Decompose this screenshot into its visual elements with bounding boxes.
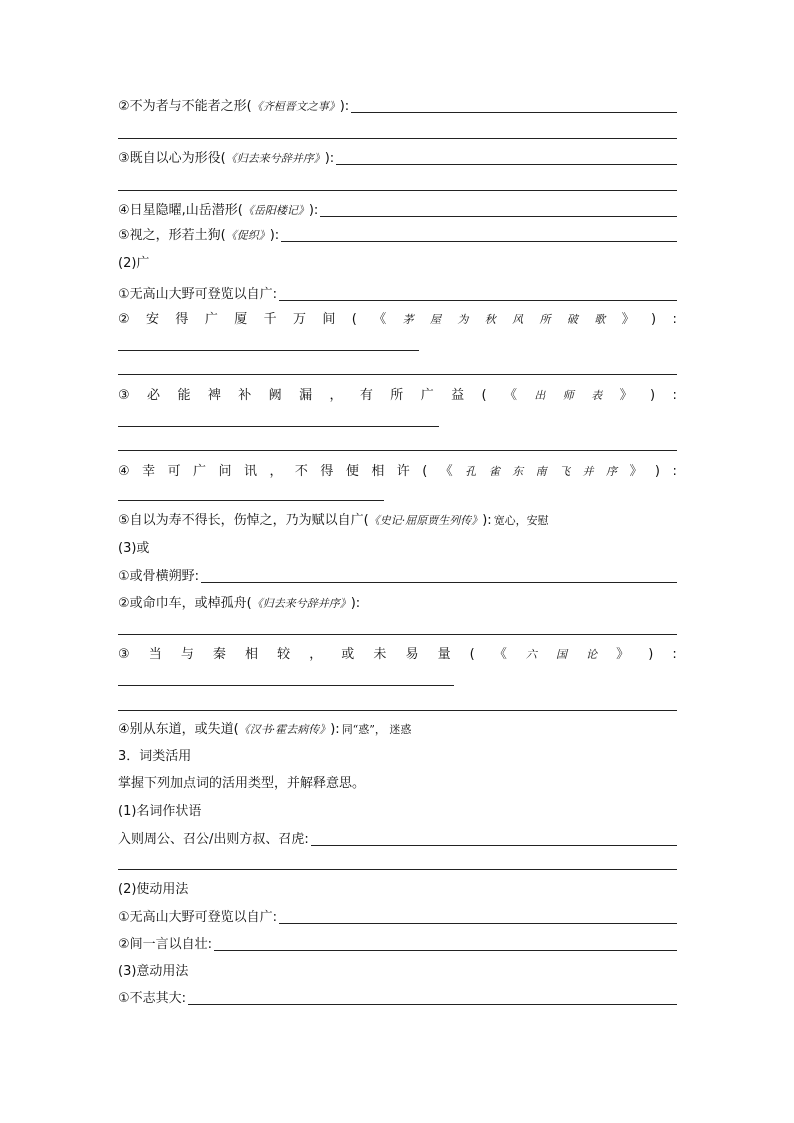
item-tail: ):: [308, 203, 319, 218]
item-source: 《归去来兮辞并序》: [251, 597, 351, 610]
glyph: 《: [439, 464, 453, 479]
glyph: 或: [341, 647, 355, 662]
item-text: ①不志其大:: [118, 991, 187, 1006]
item-text: ②不为者与不能者之形(: [118, 99, 252, 114]
item-text: ②或命巾车，或棹孤舟(: [118, 596, 252, 611]
glyph: 易: [405, 647, 419, 662]
item-source: 《史记·屈原贾生列传》: [368, 514, 483, 527]
answer-line[interactable]: [118, 350, 419, 351]
glyph: :: [672, 647, 677, 662]
answer-line[interactable]: [118, 426, 439, 427]
glyph: :: [672, 464, 677, 479]
item-text: ②间一言以自壮:: [118, 937, 213, 952]
glyph: :: [672, 312, 677, 327]
glyph: 千: [263, 312, 277, 327]
item-answer: 宽心，安慰: [493, 514, 549, 527]
glyph: 广: [193, 464, 207, 479]
glyph: 当: [148, 647, 162, 662]
glyph: (: [422, 464, 428, 479]
glyph: 能: [177, 388, 191, 403]
item-text: ④别从东道，或失道(: [118, 722, 239, 737]
item-buwei: [118, 93, 677, 115]
glyph: 阙: [268, 388, 282, 403]
answer-blank[interactable]: [279, 299, 677, 301]
glyph: 《: [373, 312, 387, 327]
answer-line[interactable]: [118, 138, 677, 139]
answer-line[interactable]: [118, 869, 677, 870]
item-source: 《齐桓晋文之事》: [251, 100, 340, 113]
answer-line[interactable]: [118, 190, 677, 191]
item-xingyi: [118, 145, 677, 167]
item-source: 《促织》: [225, 229, 270, 242]
item-text: ①无高山大野可登览以自广:: [118, 287, 278, 302]
glyph: 厦: [234, 312, 248, 327]
glyph: 所: [390, 388, 404, 403]
item-zigaung: [118, 281, 677, 303]
item-guangwen: [118, 458, 677, 480]
glyph: 漏: [299, 388, 313, 403]
item-jinche: [118, 590, 677, 612]
glyph: 为: [457, 313, 469, 326]
glyph: 》: [629, 464, 643, 479]
answer-blank[interactable]: [320, 215, 677, 217]
answer-blank[interactable]: [351, 111, 677, 113]
glyph: 》: [616, 647, 630, 662]
section-heading: 3．词类活用: [118, 749, 192, 764]
glyph: 有: [359, 388, 373, 403]
glyph: 较: [277, 647, 291, 662]
glyph: ): [648, 647, 654, 662]
glyph: 必: [147, 388, 161, 403]
glyph: 国: [556, 648, 567, 661]
glyph: 孔: [465, 465, 477, 478]
item-text: 入则周公、召公/出则方叔、召虎:: [118, 832, 309, 847]
glyph: 风: [512, 313, 524, 326]
instruction-text: 掌握下列加点词的活用类型，并解释意思。: [118, 776, 366, 791]
item-fuyiziguang: [118, 507, 677, 529]
glyph: 与: [180, 647, 194, 662]
glyph: ，: [309, 647, 323, 662]
glyph: 《: [503, 388, 517, 403]
glyph: ，: [269, 464, 283, 479]
item-guangyi: [118, 382, 677, 404]
answer-line[interactable]: [118, 634, 677, 635]
glyph: 未: [373, 647, 387, 662]
item-text: ④日星隐曜,山岳潜形(: [118, 203, 243, 218]
glyph: 问: [218, 464, 232, 479]
answer-blank[interactable]: [311, 844, 677, 846]
glyph: 雀: [488, 465, 500, 478]
item-source: 《汉书·霍去病传》: [238, 723, 331, 736]
glyph: 便: [345, 464, 359, 479]
item-text: ⑤自以为寿不得长，伤悼之，乃为赋以自广(: [118, 513, 369, 528]
glyph: 序: [605, 465, 617, 478]
glyph: 可: [167, 464, 181, 479]
answer-line[interactable]: [118, 685, 454, 686]
glyph: 讯: [243, 464, 257, 479]
item-weiyi: [118, 641, 677, 663]
answer-blank[interactable]: [214, 949, 677, 951]
glyph: 许: [396, 464, 410, 479]
subheading-noun-adverbial: (1)名词作状语: [118, 804, 202, 819]
item-qianxing: [118, 197, 677, 219]
glyph: 南: [535, 465, 547, 478]
glyph: 安: [146, 312, 160, 327]
glyph: 得: [320, 464, 334, 479]
glyph: 万: [292, 312, 306, 327]
item-source: 《归去来兮辞并序》: [225, 152, 325, 165]
glyph: ): [649, 388, 656, 403]
item-text: ⑤视之，形若土狗(: [118, 228, 226, 243]
glyph: 表: [591, 389, 603, 402]
glyph: 茅: [402, 313, 414, 326]
glyph: 师: [562, 389, 574, 402]
item-guheng: [118, 563, 677, 585]
glyph: 飞: [559, 465, 571, 478]
glyph: 破: [566, 313, 578, 326]
answer-blank[interactable]: [279, 922, 677, 924]
glyph: 补: [238, 388, 252, 403]
answer-blank[interactable]: [281, 240, 677, 242]
subheading-huo: (3)或: [118, 541, 150, 556]
item-source: 《岳阳楼记》: [242, 204, 309, 217]
item-text: ③既自以心为形役(: [118, 151, 226, 166]
glyph: 间: [322, 312, 336, 327]
glyph: 益: [451, 388, 465, 403]
glyph: ): [654, 464, 660, 479]
glyph: 》: [621, 312, 635, 327]
glyph: 量: [437, 647, 451, 662]
item-shidao: [118, 716, 677, 738]
subheading-guang: (2)广: [118, 256, 150, 271]
glyph: 东: [512, 465, 524, 478]
glyph: (: [481, 388, 487, 403]
glyph: 论: [586, 648, 598, 661]
item-text: ①无高山大野可登览以自广:: [118, 910, 278, 925]
answer-blank[interactable]: [201, 581, 677, 583]
glyph: 六: [525, 648, 537, 661]
glyph: ④: [118, 464, 130, 479]
glyph: ③: [118, 647, 130, 662]
glyph: 裨: [207, 388, 221, 403]
item-tail: ):: [350, 596, 361, 611]
glyph: ，: [329, 388, 343, 403]
answer-line[interactable]: [118, 500, 384, 501]
glyph: 广: [420, 388, 434, 403]
item-text: ①或骨横朔野:: [118, 569, 200, 584]
item-tail: ):: [269, 228, 280, 243]
answer-blank[interactable]: [336, 163, 677, 165]
glyph: 幸: [142, 464, 156, 479]
glyph: 屋: [429, 313, 441, 326]
answer-line[interactable]: [118, 374, 677, 375]
subheading-causative: (2)使动用法: [118, 882, 189, 897]
glyph: 相: [371, 464, 385, 479]
glyph: ): [651, 312, 657, 327]
glyph: ②: [118, 312, 130, 327]
glyph: 得: [175, 312, 189, 327]
glyph: 相: [245, 647, 259, 662]
item-answer: 同“惑”， 迷惑: [341, 723, 412, 736]
glyph: 不: [294, 464, 308, 479]
glyph: 秦: [212, 647, 226, 662]
answer-line[interactable]: [118, 450, 677, 451]
glyph: 广: [204, 312, 218, 327]
glyph: (: [469, 647, 475, 662]
glyph: 》: [619, 388, 633, 403]
item-ziguang2: [118, 904, 677, 926]
item-tail: ):: [482, 513, 492, 528]
glyph: 歌: [594, 313, 606, 326]
answer-line[interactable]: [118, 710, 677, 711]
item-guangsha: [118, 306, 677, 328]
item-tugou: [118, 222, 677, 244]
item-buzhiqida: [118, 985, 677, 1007]
answer-blank[interactable]: [188, 1003, 677, 1005]
glyph: 《: [493, 647, 507, 662]
item-zhougong: [118, 826, 677, 848]
item-zizhuang: [118, 931, 677, 953]
glyph: ③: [118, 388, 130, 403]
subheading-putative: (3)意动用法: [118, 964, 189, 979]
glyph: 并: [582, 465, 594, 478]
glyph: 秋: [484, 313, 496, 326]
glyph: 出: [534, 389, 546, 402]
item-tail: ):: [324, 151, 335, 166]
item-tail: ):: [330, 722, 340, 737]
item-tail: ):: [339, 99, 350, 114]
glyph: :: [672, 388, 677, 403]
glyph: (: [351, 312, 357, 327]
glyph: 所: [539, 313, 551, 326]
